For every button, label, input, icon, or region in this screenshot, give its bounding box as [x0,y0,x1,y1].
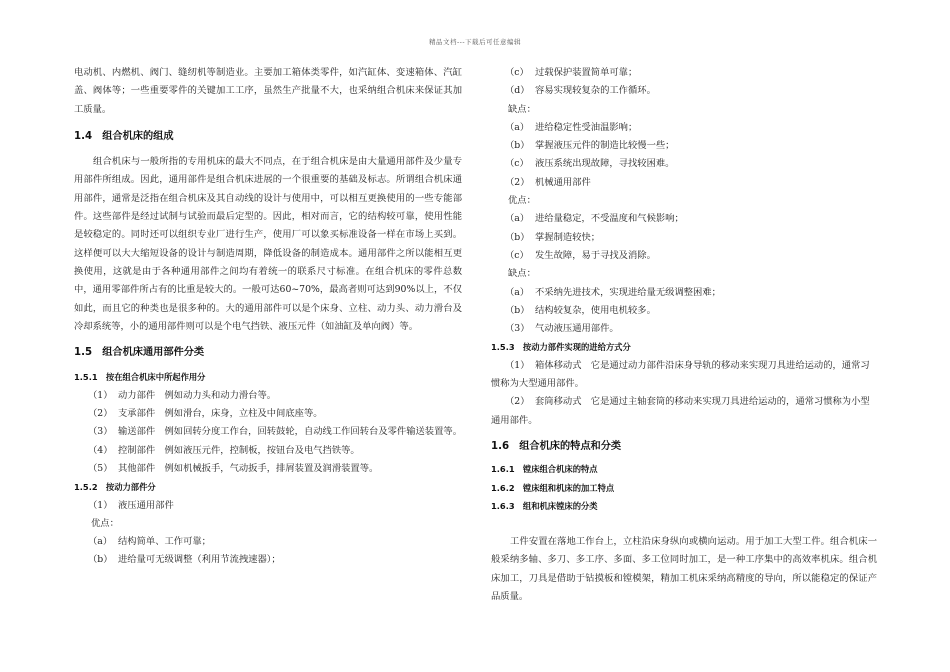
list-item-number: （a） [505,286,530,298]
list-item [491,82,877,100]
section-1-4-heading: 1.4 组合机床的组成 [74,130,174,142]
list-item [491,64,877,82]
list-item-text: 液压系统出现故障，寻找较困难。 [535,158,675,170]
list-item [491,284,877,302]
list-item [74,387,462,405]
section-1-6-3-heading: 1.6.3 组和机床镗床的分类 [491,500,598,511]
list-item [491,119,877,137]
list-item-number: （1） [88,389,113,401]
advantages-label: 优点： [508,195,536,207]
list-item-number: （b） [505,140,530,152]
list-item-number: （4） [88,444,113,456]
list-item-number: （a） [505,213,530,225]
list-item [74,460,462,478]
list-item-text: 进给量稳定，不受温度和气候影响； [535,213,684,225]
intro-paragraph: 电动机、内燃机、阀门、缝纫机等制造业。主要加工箱体类零件，如汽缸体、变速箱体、汽缸盖、阀体等；一些重要零件的关键加工工序，虽然生产批量不大，也采纳组合机床来保证其加工质量。 [74,67,462,115]
disadvantages-label: 缺点： [508,268,536,280]
list-item-number: （1） [505,359,530,371]
list-item-text: 套筒移动式 它是通过主轴套筒的移动来实现刀具进给运动的，通常习惯称为小型通用部件。 [491,396,870,426]
section-1-6-heading: 1.6 组合机床的特点和分类 [491,440,622,452]
section-1-5-3-heading: 1.5.3 按动力部件实现的进给方式分 [491,342,631,353]
list-item [491,229,877,247]
list-item-text: 过载保护装置简单可靠； [535,67,638,78]
list-item [491,137,877,155]
list-item-text: 其他部件 例如机械扳手，气动扳手，排屑装置及润滑装置等。 [118,462,379,474]
list-item-number: （2） [88,408,113,420]
section-1-5-2-heading: 1.5.2 按动力部件分 [74,482,156,493]
list-item-text: 机械通用部件 [535,176,591,188]
list-item [491,174,877,192]
list-item-text: 支承部件 例如滑台，床身，立柱及中间底座等。 [118,408,323,420]
list-item [491,320,877,338]
disadvantages-label: 缺点： [508,103,536,115]
list-item [491,155,877,173]
list-item-number: （3） [505,323,530,335]
right-column [491,64,877,606]
list-item-number: （c） [505,249,529,261]
list-item-number: （2） [505,396,530,408]
list-item [491,302,877,320]
list-item-number: （b） [88,554,113,566]
section-1-5-heading: 1.5 组合机床通用部件分类 [74,347,205,359]
list-item-number: （c） [505,67,529,78]
list-item-text: 输送部件 例如回转分度工作台，回转鼓轮，自动线工作回转台及零件输送装置等。 [118,426,462,438]
list-item [74,423,462,441]
list-item-number: （b） [505,304,530,316]
list-item-number: （b） [505,231,530,243]
list-item-number: （3） [88,426,113,438]
section-1-6-1-heading: 1.6.1 镗床组合机床的特点 [491,464,598,475]
list-item-text: 掌握制造较快； [535,231,601,243]
list-item [74,442,462,460]
list-item [491,393,877,430]
list-item [491,357,877,394]
list-item-text: 结构简单、工作可靠； [118,536,211,548]
list-item [74,533,462,551]
list-item-text: 发生故障，易于寻找及消除。 [535,249,656,261]
list-item-text: 进给量可无级调整（利用节流拽速器）； [118,554,281,566]
list-item-number: （d） [505,85,530,97]
list-item-text: 结构较复杂，使用电机较多。 [535,304,656,316]
list-item-number: （2） [505,176,530,188]
list-item-text: 不采纳先进技术，实现进给量无级调整困难； [535,286,721,298]
list-item-text: 控制部件 例如液压元件，控制板，按钮台及电气挡铁等。 [118,444,360,456]
list-item-text: 气动液压通用部件。 [535,323,619,335]
list-item-number: （a） [88,536,113,548]
list-item-text: 进给稳定性受油温影响； [535,121,638,133]
section-1-5-1-heading: 1.5.1 按在组合机床中所起作用分 [74,372,206,383]
list-item-number: （a） [505,121,530,133]
list-item-text: 容易实现较复杂的工作循环。 [535,85,656,97]
list-item-number: （5） [88,462,113,474]
list-item-text: 箱体移动式 它是通过动力部件沿床身导轨的移动来实现刀具进给运动的，通常习惯称为大型通用部件。 [491,359,870,390]
advantages-label: 优点： [91,517,119,529]
section-1-4-body: 组合机床与一般所指的专用机床的最大不同点，在于组合机床是由大量通用部件及少量专用部件所组成。因此，通用部件是组合机床进展的一个很重要的基础及标志。所谓组合机床通用部件，通常是泛指在组合机床及其自动线的设计与使用中，可以相互更换使用的一些专能部件。这些部件是经过试制与试验而最后定型的。因此，相对而言，它的结构较可靠，使用性能是较稳定的。同时还可以组织专业厂进行生产，使用厂可以象买标准设备一样在市场上买到。这样便可以大大缩短设备的设计与制造周期，降低设备的制造成本。通用部件之所以能相互更换使用，这就是由于各种通用部件之间均有着统一的联系尺寸标准。在组合机床的零件总数中，通用零部件所占有的比重是较大的。一般可达60~70%，最高者则可达到90%以上，不仅如此，而且它的种类也是很多种的。大的通用部件可以是个床身、立柱、动力头、动力滑台及冷却系统等，小的通用部件则可以是个电气挡铁、液压元件（如油缸及单向阀）等。 [74,156,462,332]
list-item-number: （1） [88,499,113,511]
section-1-6-3-body: 工件安置在落地工作台上，立柱沿床身纵向或横向运动。用于加工大型工件。组合机床一般采纳多轴、多刀、多工序、多面、多工位同时加工，是一种工序集中的高效率机床。组合机床加工，刀具是借助于钻摸板和镗模架，精加工机床采纳高精度的导向，所以能稳定的保证产品质量。 [491,536,877,603]
list-item-number: （c） [505,158,529,170]
list-item [74,497,462,515]
left-column [74,64,462,570]
list-item-text: 动力部件 例如动力头和动力滑台等。 [118,389,277,401]
section-1-6-2-heading: 1.6.2 镗床组和机床的加工特点 [491,482,615,493]
list-item [74,405,462,423]
page-header: 精品文档---下载后可任意编辑 [428,38,522,46]
list-item [491,247,877,265]
list-item [491,210,877,228]
list-item-text: 液压通用部件 [118,499,174,511]
list-item [74,551,462,569]
list-item-text: 掌握液压元件的制造比较慢一些； [535,140,675,152]
